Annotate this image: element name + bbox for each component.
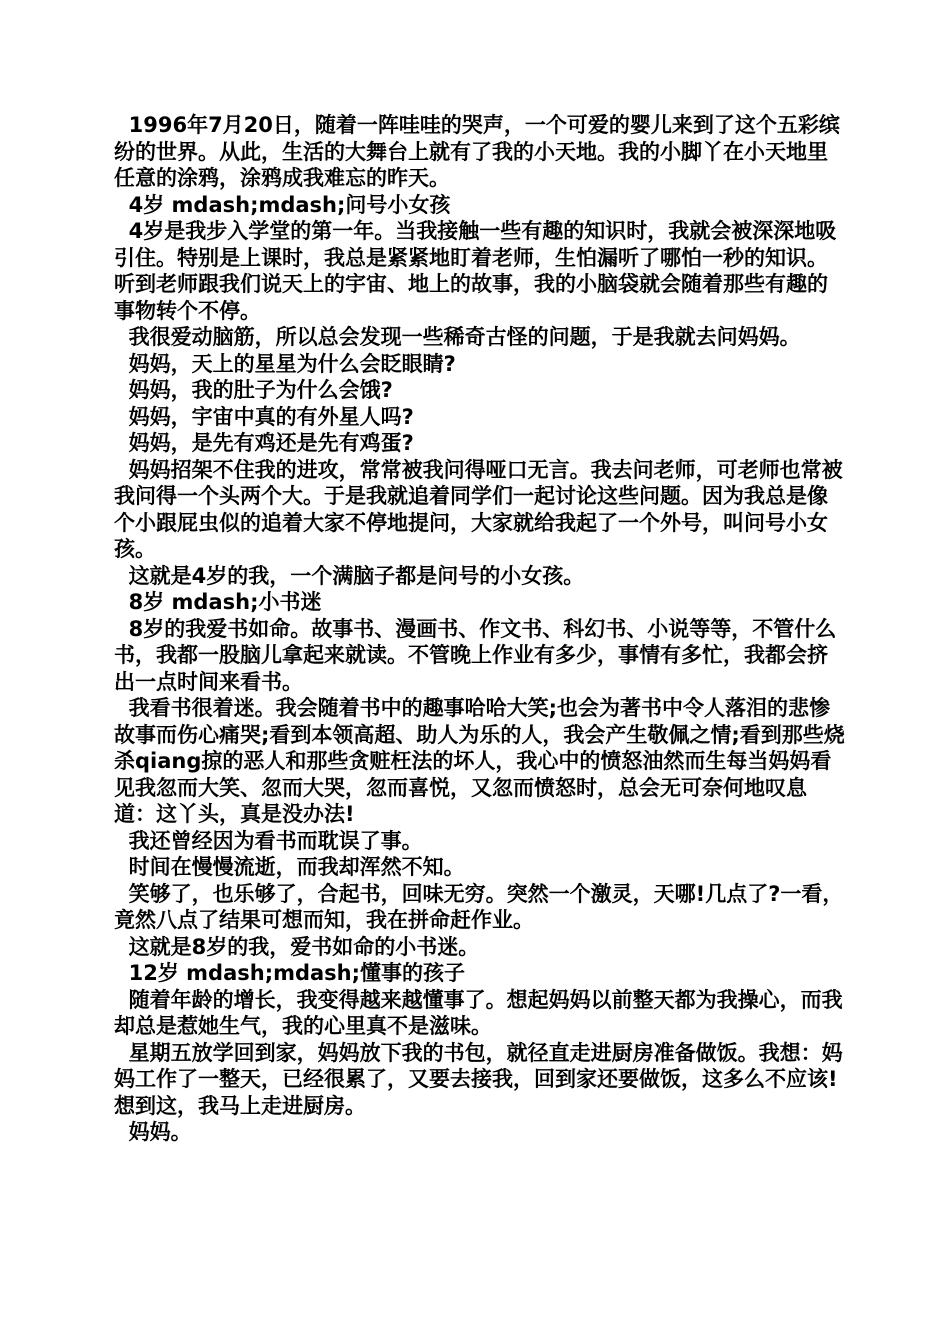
paragraph-age-8-summary: 这就是8岁的我，爱书如命的小书迷。: [114, 934, 480, 959]
paragraph-love-books: 8岁的我爱书如命。故事书、漫画书、作文书、科幻书、小说等等，不管什么书，我都一股脑儿拿起来就读。不管晚上作业有多少，事情有多忙，我都会挤出一点时间来看书。: [114, 616, 837, 694]
question-chicken-egg: 妈妈，是先有鸡还是先有鸡蛋?: [114, 431, 414, 455]
paragraph-friday: 星期五放学回到家，妈妈放下我的书包，就径直走进厨房准备做饭。我想：妈妈工作了一整天，已经很累了，又要去接我，回到家还要做饭，这多么不应该!想到这，我马上走进厨房。: [114, 1040, 843, 1118]
paragraph-time-flows: 时间在慢慢流逝，而我却浑然不知。: [114, 855, 465, 879]
document-page: [114, 112, 846, 1146]
paragraph-nickname: 妈妈招架不住我的进攻，常常被我问得哑口无言。我去问老师，可老师也常被我问得一个头两个大。于是我就追着同学们一起讨论这些问题。因为我总是像个小跟屁虫似的追着大家不停地提问，大家就给我起了一个外号，叫问号小女孩。: [114, 457, 843, 561]
heading-age-8: 8岁 mdash;小书迷: [114, 590, 322, 614]
heading-age-12: 12岁 mdash;mdash;懂事的孩子: [114, 961, 466, 985]
paragraph-curious: 我很爱动脑筋，所以总会发现一些稀奇古怪的问题，于是我就去问妈妈。: [114, 325, 801, 349]
question-stars: 妈妈，天上的星星为什么会眨眼睛?: [114, 351, 456, 376]
paragraph-growing-up: 随着年龄的增长，我变得越来越懂事了。想起妈妈以前整天都为我操心，而我却总是惹她生气，我的心里真不是滋味。: [114, 987, 843, 1038]
question-aliens: 妈妈，宇宙中真的有外星人吗?: [114, 404, 414, 429]
paragraph-eight-oclock: 笑够了，也乐够了，合起书，回味无穷。突然一个激灵，天哪!几点了?一看，竟然八点了结果可想而知，我在拼命赶作业。: [114, 881, 844, 932]
paragraph-mom: 妈妈。: [114, 1120, 192, 1144]
paragraph-birth: 1996年7月20日，随着一阵哇哇的哭声，一个可爱的婴儿来到了这个五彩缤纷的世界。从此，生活的大舞台上就有了我的小天地。我的小脚丫在小天地里任意的涂鸦，涂鸦成我难忘的昨天。: [114, 113, 840, 190]
question-hungry: 妈妈，我的肚子为什么会饿?: [114, 378, 393, 402]
paragraph-reading-emotions: 我看书很着迷。我会随着书中的趣事哈哈大笑;也会为著书中令人落泪的悲惨故事而伤心痛哭;看到本领高超、助人为乐的人，我会产生敬佩之情;看到那些烧杀qiang掠的恶人和那些贪赃枉法的坏人，我心中的愤怒油然而生每当妈妈看见我忽而大笑、忽而大哭，忽而喜悦，又忽而愤怒时，总会无可奈何地叹息道：这丫头，真是没办法!: [114, 696, 845, 826]
paragraph-school: 4岁是我步入学堂的第一年。当我接触一些有趣的知识时，我就会被深深地吸引住。特别是上课时，我总是紧紧地盯着老师，生怕漏听了哪怕一秒的知识。听到老师跟我们说天上的宇宙、地上的故事，我的小脑袋就会随着那些有趣的事物转个不停。: [114, 219, 837, 323]
paragraph-age-4-summary: 这就是4岁的我，一个满脑子都是问号的小女孩。: [114, 563, 585, 588]
paragraph-delay: 我还曾经因为看书而耽误了事。: [114, 828, 423, 853]
heading-age-4: 4岁 mdash;mdash;问号小女孩: [114, 192, 451, 217]
